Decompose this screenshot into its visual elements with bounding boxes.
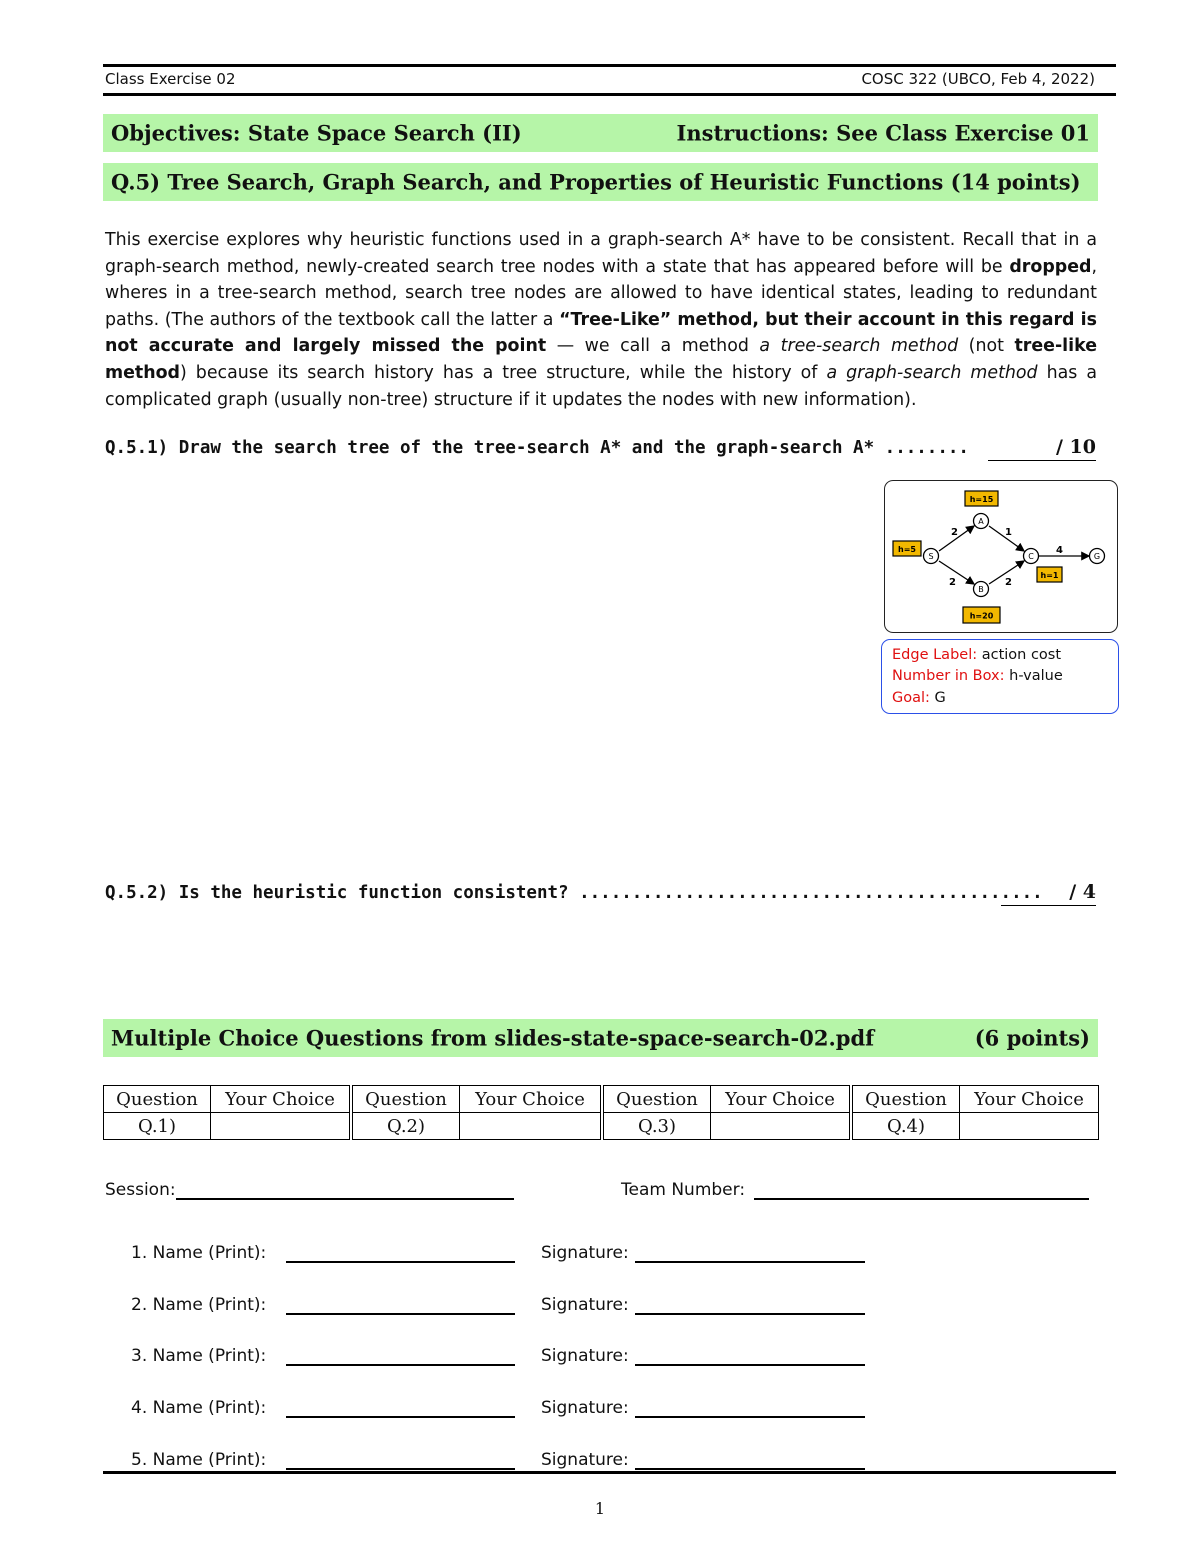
mc-header-choice: Your Choice (211, 1086, 352, 1113)
mc-question-4: Q.4) (851, 1113, 960, 1140)
h-box-s (893, 541, 921, 556)
mc-title: Multiple Choice Questions from slides-state-space-search-02.pdf (111, 1025, 875, 1051)
svg-text:S: S (928, 552, 934, 561)
intro-paragraph (105, 227, 1097, 413)
svg-text:h=15: h=15 (969, 495, 994, 504)
instructions-title: Instructions: See Class Exercise 01 (676, 120, 1090, 146)
signature-field-2[interactable] (635, 1313, 865, 1315)
page-number: 1 (594, 1499, 606, 1518)
signature-label-4: Signature: (541, 1398, 629, 1418)
legend-box-key: Number in Box: (892, 668, 1005, 684)
objectives-title: Objectives: State Space Search (II) (111, 120, 522, 146)
mc-table-header-row (104, 1086, 1099, 1113)
q52-prompt: Q.5.2) Is the heuristic function consistent? ............................................ (105, 883, 1043, 903)
q52-score: / 4 (1001, 881, 1096, 906)
header-top-rule (103, 64, 1116, 67)
name-label-1: 1. Name (Print): (131, 1243, 267, 1263)
svg-text:h=1: h=1 (1040, 571, 1059, 580)
q5-bar (103, 163, 1098, 201)
name-label-2: 2. Name (Print): (131, 1295, 267, 1315)
node-c (1024, 549, 1039, 564)
mc-table-answer-row (104, 1113, 1099, 1140)
legend-edge-value: action cost (981, 647, 1062, 663)
intro-bold-3: tree-like method (105, 336, 1097, 383)
session-field[interactable] (176, 1198, 514, 1200)
intro-bold-1: dropped (1009, 256, 1092, 277)
node-a (974, 514, 989, 529)
mc-header-question: Question (351, 1086, 460, 1113)
mc-bar (103, 1019, 1098, 1057)
header-right: COSC 322 (UBCO, Feb 4, 2022) (861, 70, 1095, 88)
header-left: Class Exercise 02 (105, 70, 236, 88)
intro-italic-2: a graph-search method (826, 362, 1038, 383)
cost-c-g: 4 (1056, 545, 1063, 556)
mc-header-question: Question (602, 1086, 711, 1113)
h-box-a (965, 491, 998, 506)
graph-svg (885, 481, 1117, 632)
q51-score: / 10 (988, 436, 1096, 461)
intro-text-6: has a complicated graph (usually non-tree) structure if it updates the nodes with new information). (105, 362, 1097, 410)
signature-field-3[interactable] (635, 1364, 865, 1366)
name-label-5: 5. Name (Print): (131, 1450, 267, 1470)
h-box-c (1037, 567, 1062, 582)
mc-question-2: Q.2) (351, 1113, 460, 1140)
graph-figure (884, 480, 1118, 633)
cost-a-c: 1 (1005, 527, 1012, 538)
session-label: Session: (105, 1180, 176, 1200)
mc-choice-1[interactable] (211, 1113, 352, 1140)
cost-s-b: 2 (949, 577, 956, 588)
svg-text:C: C (1028, 552, 1034, 561)
edge-s-b (939, 561, 974, 584)
name-label-3: 3. Name (Print): (131, 1346, 267, 1366)
intro-text-4: (not (958, 336, 1015, 357)
mc-choice-4[interactable] (960, 1113, 1099, 1140)
mc-question-1: Q.1) (104, 1113, 211, 1140)
name-field-5[interactable] (286, 1468, 515, 1470)
mc-question-3: Q.3) (602, 1113, 711, 1140)
svg-text:A: A (978, 517, 984, 526)
name-field-3[interactable] (286, 1364, 515, 1366)
legend-goal-row (892, 688, 946, 710)
footer-rule (103, 1471, 1116, 1474)
signature-field-4[interactable] (635, 1416, 865, 1418)
mc-choice-3[interactable] (711, 1113, 852, 1140)
intro-text-3: — we call a method (546, 336, 760, 357)
mc-points: (6 points) (974, 1025, 1090, 1051)
svg-text:B: B (978, 585, 984, 594)
intro-text-2: , wheres in a tree-search method, search tree nodes are allowed to have identical states, leading to redundant paths. (The authors of the textbook call the latter a (105, 256, 1097, 330)
graph-legend (881, 639, 1119, 714)
legend-edge-key: Edge Label: (892, 647, 978, 663)
mc-header-question: Question (104, 1086, 211, 1113)
signature-label-5: Signature: (541, 1450, 629, 1470)
signature-label-1: Signature: (541, 1243, 629, 1263)
signature-label-3: Signature: (541, 1346, 629, 1366)
svg-text:G: G (1093, 552, 1101, 561)
intro-bold-2: “Tree-Like” method, but their account in this regard is not accurate and largely missed the point (105, 309, 1097, 357)
svg-text:h=20: h=20 (969, 611, 994, 621)
name-field-4[interactable] (286, 1416, 515, 1418)
team-number-field[interactable] (754, 1198, 1089, 1200)
mc-header-choice: Your Choice (960, 1086, 1099, 1113)
name-label-4: 4. Name (Print): (131, 1398, 267, 1418)
signature-field-5[interactable] (635, 1468, 865, 1470)
h-box-b (963, 607, 1000, 623)
legend-edge-row (892, 645, 1061, 667)
node-g (1090, 549, 1105, 564)
node-s (924, 549, 939, 564)
mc-choice-2[interactable] (460, 1113, 603, 1140)
legend-box-value: h-value (1009, 668, 1063, 684)
intro-text-1: This exercise explores why heuristic functions used in a graph-search A* have to be consistent. Recall that in a graph-search method, newly-created search tree nodes with a state that has appeared before will be (105, 230, 1097, 277)
cost-b-c: 2 (1005, 577, 1012, 588)
name-field-2[interactable] (286, 1313, 515, 1315)
header-bottom-rule (103, 93, 1116, 96)
mc-header-choice: Your Choice (711, 1086, 852, 1113)
legend-goal-key: Goal: (892, 690, 930, 706)
legend-goal-value: G (934, 690, 946, 706)
intro-text-5: ) because its search history has a tree structure, while the history of (180, 362, 827, 383)
signature-label-2: Signature: (541, 1295, 629, 1315)
q5-title: Q.5) Tree Search, Graph Search, and Properties of Heuristic Functions (14 points) (111, 169, 1081, 195)
mc-table (103, 1085, 1099, 1140)
signature-field-1[interactable] (635, 1261, 865, 1263)
name-field-1[interactable] (286, 1261, 515, 1263)
mc-header-question: Question (851, 1086, 960, 1113)
node-b (974, 582, 989, 597)
cost-s-a: 2 (951, 527, 958, 538)
objectives-bar (103, 114, 1098, 152)
mc-header-choice: Your Choice (460, 1086, 603, 1113)
intro-italic-1: a tree-search method (759, 336, 959, 357)
q51-prompt: Q.5.1) Draw the search tree of the tree-search A* and the graph-search A* ........ (105, 438, 969, 458)
svg-text:h=5: h=5 (898, 545, 916, 554)
team-number-label: Team Number: (621, 1180, 746, 1200)
legend-box-row (892, 666, 1063, 688)
